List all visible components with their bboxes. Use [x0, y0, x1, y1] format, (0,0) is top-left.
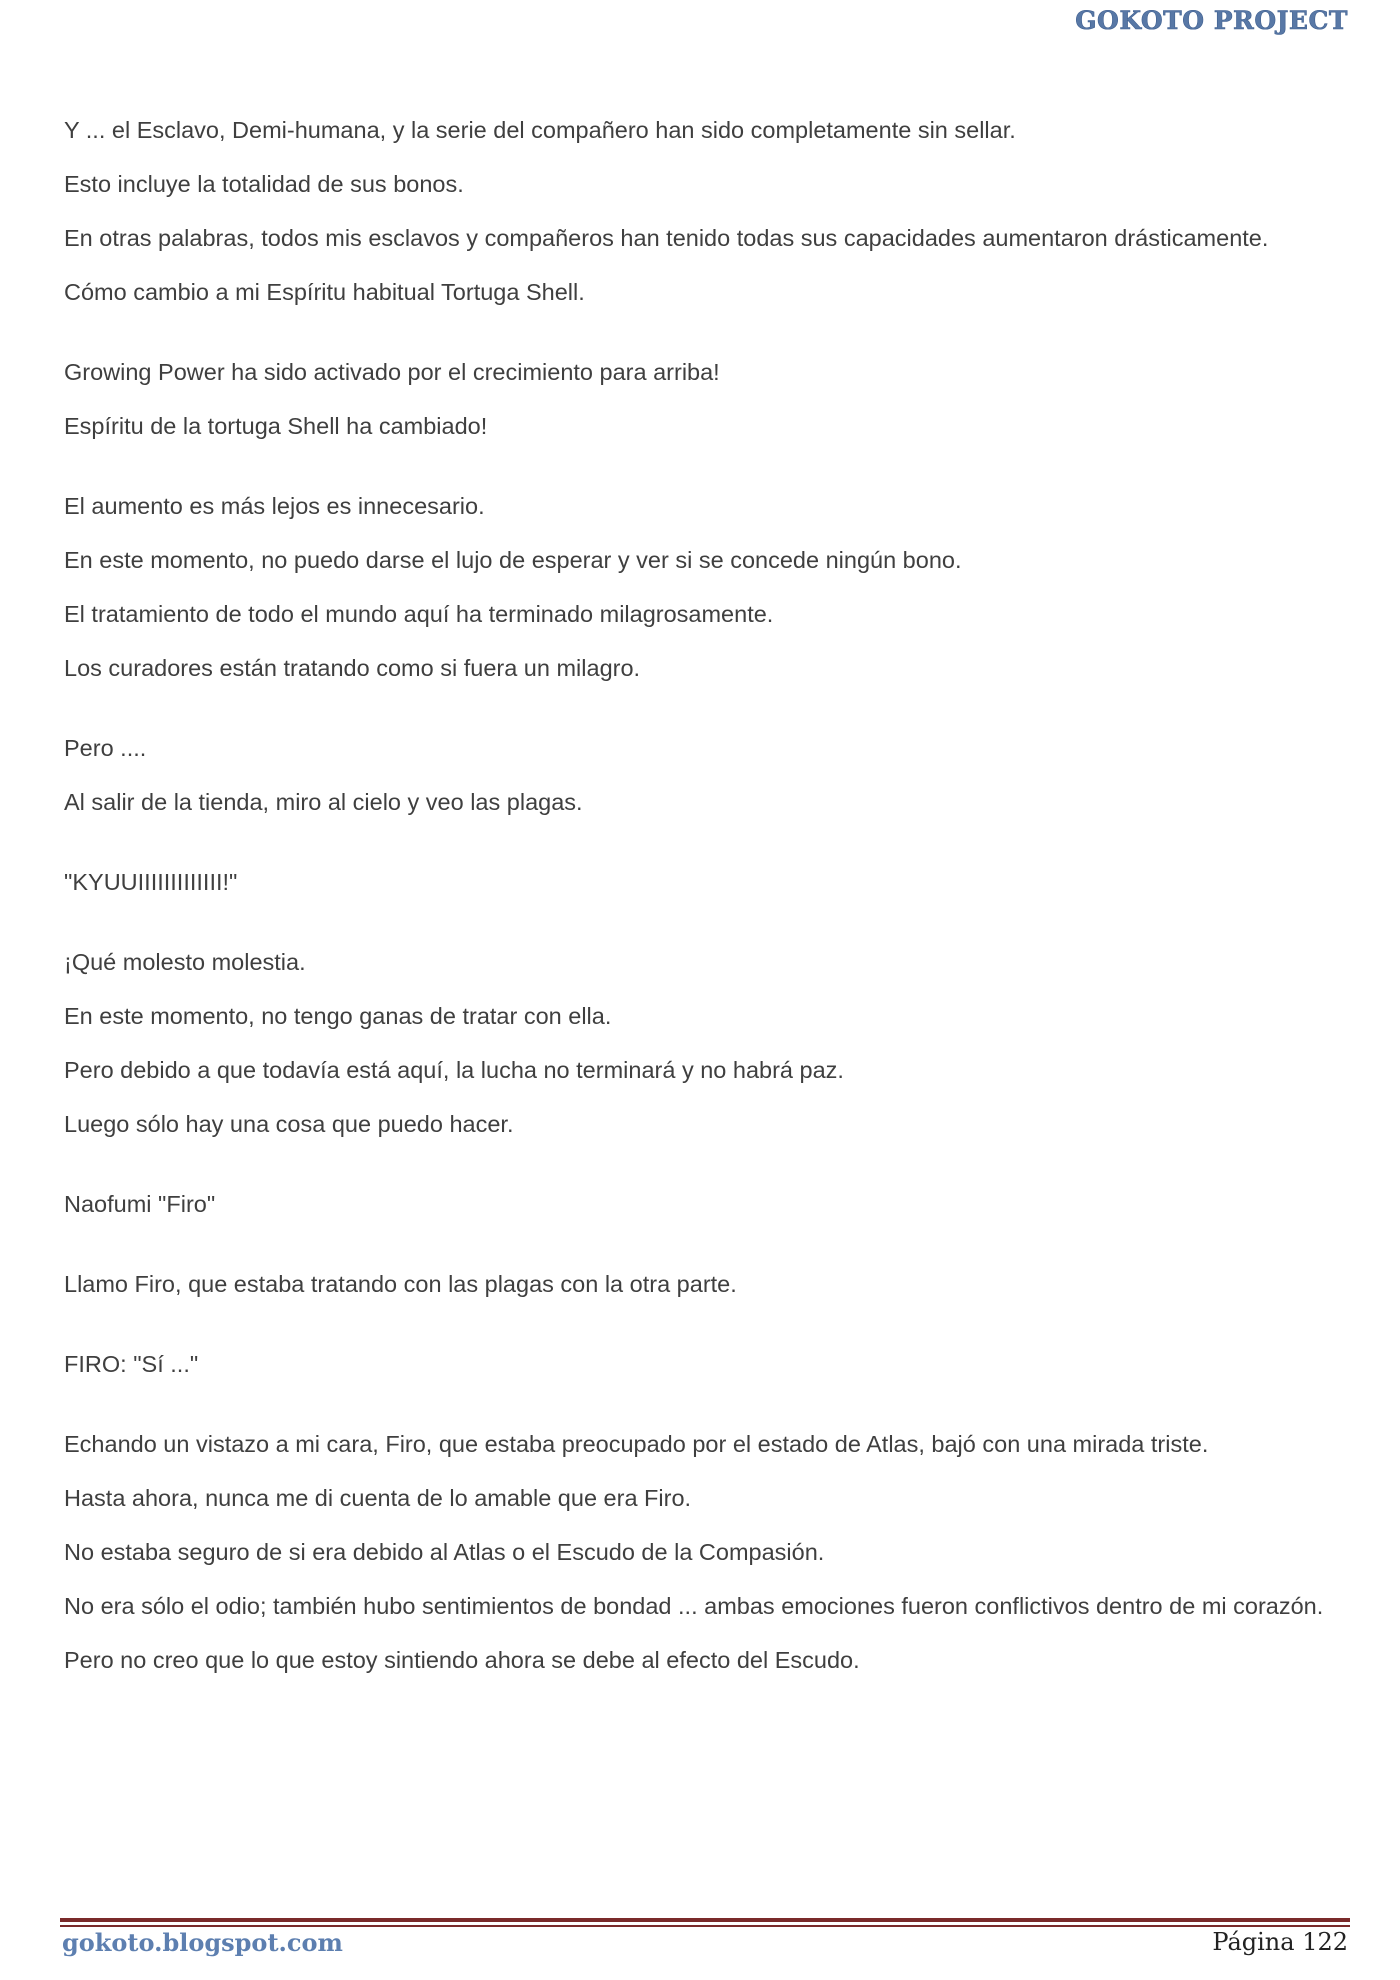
paragraph: Esto incluye la totalidad de sus bonos.: [64, 171, 464, 197]
document-body: [64, 110, 1354, 1694]
header-logo: GOKOTO PROJECT: [1075, 6, 1348, 35]
footer-rule: [60, 1918, 1350, 1922]
paragraph: Cómo cambio a mi Espíritu habitual Tortuga Shell.: [64, 279, 585, 305]
paragraph: "KYUUIIIIIIIIIIIII!": [64, 869, 238, 895]
paragraph: El aumento es más lejos es innecesario.: [64, 493, 485, 519]
paragraph: No estaba seguro de si era debido al Atlas o el Escudo de la Compasión.: [64, 1539, 825, 1565]
paragraph: En este momento, no puedo darse el lujo de esperar y ver si se concede ningún bono.: [64, 547, 962, 573]
paragraph: Los curadores están tratando como si fuera un milagro.: [64, 655, 641, 681]
paragraph: Luego sólo hay una cosa que puedo hacer.: [64, 1111, 514, 1137]
paragraph: ¡Qué molesto molestia.: [64, 949, 306, 975]
paragraph: Naofumi "Firo": [64, 1191, 216, 1217]
paragraph: Llamo Firo, que estaba tratando con las plagas con la otra parte.: [64, 1271, 737, 1297]
page-number: Página 122: [1212, 1928, 1348, 1956]
paragraph: No era sólo el odio; también hubo sentimientos de bondad ... ambas emociones fueron conflictivos dentro de mi corazón.: [64, 1593, 1324, 1619]
paragraph: Espíritu de la tortuga Shell ha cambiado!: [64, 413, 488, 439]
paragraph: Pero no creo que lo que estoy sintiendo ahora se debe al efecto del Escudo.: [64, 1647, 860, 1673]
paragraph: FIRO: "Sí ...": [64, 1351, 199, 1377]
paragraph: Hasta ahora, nunca me di cuenta de lo amable que era Firo.: [64, 1485, 692, 1511]
paragraph: Echando un vistazo a mi cara, Firo, que estaba preocupado por el estado de Atlas, bajó con una mirada triste.: [64, 1431, 1209, 1457]
paragraph: Y ... el Esclavo, Demi-humana, y la serie del compañero han sido completamente sin sellar.: [64, 117, 1016, 143]
paragraph: Growing Power ha sido activado por el crecimiento para arriba!: [64, 359, 720, 385]
paragraph: En otras palabras, todos mis esclavos y compañeros han tenido todas sus capacidades aumentaron drásticamente.: [64, 225, 1269, 251]
paragraph: Pero ....: [64, 735, 147, 761]
footer-site-link[interactable]: gokoto.blogspot.com: [62, 1928, 343, 1957]
paragraph: Al salir de la tienda, miro al cielo y veo las plagas.: [64, 789, 583, 815]
footer-rule-thin: [60, 1925, 1350, 1927]
paragraph: En este momento, no tengo ganas de tratar con ella.: [64, 1003, 612, 1029]
paragraph: Pero debido a que todavía está aquí, la lucha no terminará y no habrá paz.: [64, 1057, 844, 1083]
paragraph: El tratamiento de todo el mundo aquí ha terminado milagrosamente.: [64, 601, 774, 627]
